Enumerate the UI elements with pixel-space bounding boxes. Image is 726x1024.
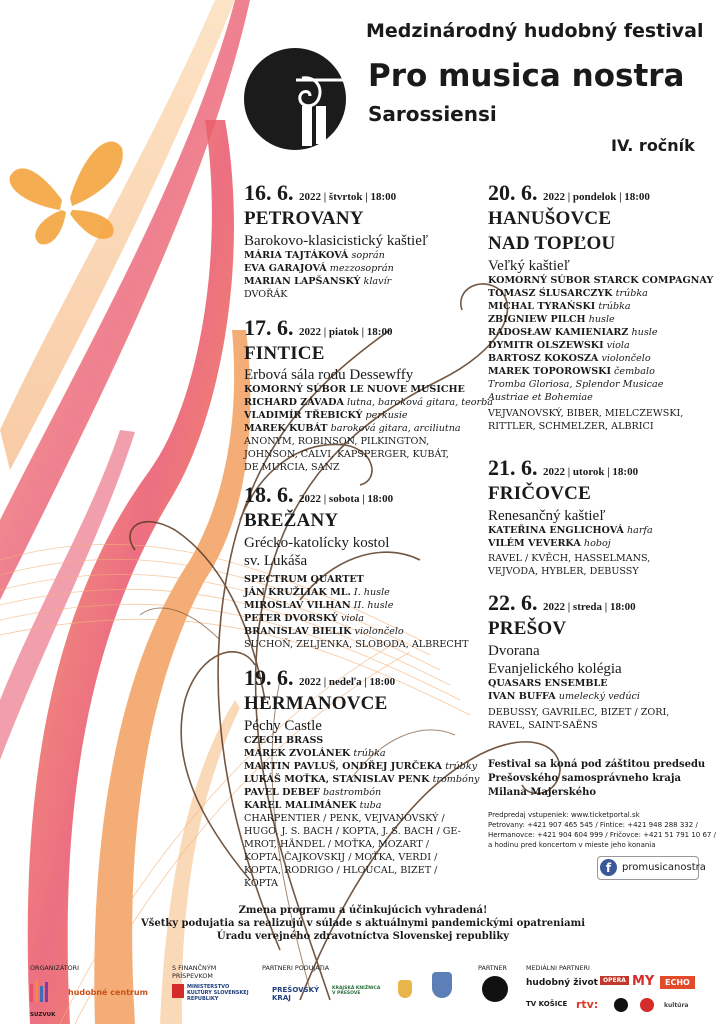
event-place: FINTICE xyxy=(244,343,325,364)
event-brezany xyxy=(244,482,484,651)
performer: MIROSLAV VILHAN II. husle xyxy=(244,600,394,611)
partner-shield-icon xyxy=(482,976,508,1002)
event-place: HANUŠOVCE xyxy=(488,208,612,229)
performer: KOMORNÝ SÚBOR STARCK COMPAGNAY xyxy=(488,275,714,286)
ticket-line: Hermanovce: +421 904 604 999 / Fričovce: +421 51 791 10 67 / xyxy=(488,831,716,839)
notice-line: Úradu verejného zdravotníctva Slovenskej republiky xyxy=(216,931,510,942)
performer: MICHAL TYRAŃSKI trúbka xyxy=(488,301,631,312)
event-repertoire: ANONYM, ROBINSON, PILKINGTON, JOHNSON, CALVI, KAPSPERGER, KUBÁT, DE MURCIA, SANZ xyxy=(244,436,449,473)
performer: MARTIN PAVLUŠ, ONDŘEJ JURČEKA trúbky xyxy=(244,761,478,772)
ticket-info xyxy=(488,810,720,850)
suzvuk-logo xyxy=(30,980,52,1006)
festival-title: Pro musica nostra xyxy=(368,58,685,94)
performer: KOMORNÝ SÚBOR LE NUOVE MUSICHE xyxy=(244,384,465,395)
psk-logo: PREŠOVSKÝ KRAJ xyxy=(272,986,320,1002)
opera-logo: OPERA xyxy=(600,976,629,985)
facebook-link[interactable] xyxy=(597,856,706,880)
event-place: FRIČOVCE xyxy=(488,483,591,504)
event-venue: Dvorana xyxy=(488,643,540,659)
event-repertoire: VEJVANOVSKÝ, BIBER, MIELCZEWSKI, RITTLER, SCHMELZER, ALBRICI xyxy=(488,408,684,432)
event-presov xyxy=(488,590,718,732)
event-date: 21. 6. xyxy=(488,455,538,480)
event-place: HERMANOVCE xyxy=(244,693,388,714)
suzvuk-text: SUZVUK xyxy=(30,1012,56,1018)
ticket-line: a hodinu pred koncertom v mieste jeho konania xyxy=(488,841,656,849)
media-label: MEDIÁLNI PARTNERI xyxy=(526,964,590,972)
bottom-notice xyxy=(0,904,726,943)
performer: VILÉM VEVERKA hoboj xyxy=(488,538,611,549)
event-venue: Grécko-katolícky kostol xyxy=(244,535,390,551)
media-badge-icon xyxy=(640,998,654,1012)
festival-subtitle: Sarossiensi xyxy=(368,102,497,126)
event-repertoire: DVOŘÁK xyxy=(244,289,288,300)
performer: KATEŘINA ENGLICHOVÁ harfa xyxy=(488,525,653,536)
performer: JÁN KRUŽLIAK ML. I. husle xyxy=(244,587,390,598)
event-date: 16. 6. xyxy=(244,180,294,205)
partners-label: PARTNERI PODUJATIA xyxy=(262,964,330,972)
event-venue-line2: sv. Lukáša xyxy=(244,553,308,569)
event-date: 20. 6. xyxy=(488,180,538,205)
municipality-crest-icon xyxy=(432,972,452,998)
event-venue-line2: Evanjelického kolégia xyxy=(488,661,622,677)
facebook-handle: promusicanostra xyxy=(622,862,706,873)
event-venue: Veľký kaštieľ xyxy=(488,258,570,274)
event-fricovce xyxy=(488,455,718,578)
ionic-column-icon xyxy=(244,48,346,150)
event-date: 18. 6. xyxy=(244,482,294,507)
event-meta: 2022 | pondelok | 18:00 xyxy=(543,191,650,203)
performer: TOMASZ ŚLUSARCZYK trúbka xyxy=(488,288,648,299)
financial-label: S FINANČNÝM PRÍSPEVKOM xyxy=(172,964,217,980)
notice-line: Všetky podujatia sa realizujú v súlade s aktuálnymi pandemickými opatreniami xyxy=(140,918,586,929)
event-meta: 2022 | štvrtok | 18:00 xyxy=(299,191,397,203)
performer: MAREK KUBÁT baroková gitara, arciliutna xyxy=(244,423,461,434)
performer: LUKÁŠ MOŤKA, STANISLAV PENK trombóny xyxy=(244,774,480,785)
event-repertoire: SUCHOŇ, ZELJENKA, SLOBODA, ALBRECHT xyxy=(244,639,469,650)
performer: SPECTRUM QUARTET xyxy=(244,574,364,585)
performer: EVA GARAJOVÁ mezzosoprán xyxy=(244,263,394,274)
event-meta: 2022 | piatok | 18:00 xyxy=(299,326,393,338)
performer: BARTOSZ KOKOSZA violončelo xyxy=(488,353,651,364)
event-petrovany xyxy=(244,180,484,301)
tv-kosice-logo: TV KOŠICE xyxy=(526,1000,568,1008)
event-meta: 2022 | utorok | 18:00 xyxy=(543,466,639,478)
performer: ZBIGNIEW PILCH husle xyxy=(488,314,615,325)
performer: PAVEL DEBEF bastrombón xyxy=(244,787,382,798)
event-hermanovce xyxy=(244,665,484,890)
event-hanusovce xyxy=(488,180,718,433)
performer: RADOSŁAW KAMIENIARZ husle xyxy=(488,327,658,338)
patronage-note: Festival sa koná pod záštitou predsedu Prešovského samosprávneho kraja Milana Majerského xyxy=(488,759,706,798)
event-venue: Péchy Castle xyxy=(244,718,322,734)
event-place-line2: NAD TOPĽOU xyxy=(488,233,616,254)
event-meta: 2022 | streda | 18:00 xyxy=(543,601,636,613)
festival-logo xyxy=(244,48,346,150)
event-fintice xyxy=(244,315,494,474)
event-venue: Erbová sála rodu Dessewffy xyxy=(244,367,414,383)
event-place: BREŽANY xyxy=(244,510,339,531)
my-logo: MY xyxy=(632,974,655,989)
event-date: 17. 6. xyxy=(244,315,294,340)
ticket-line: Petrovany: +421 907 465 545 / Fintice: +421 948 288 332 / xyxy=(488,821,698,829)
sponsors-bar: ORGANIZÁTORI S FINANČNÝM PRÍSPEVKOM PARTNERI PODUJATIA PARTNER MEDIÁLNI PARTNERI SUZVUK hudobné centrum MINISTERSTVO KULTÚRY SLOVENSKEJ REPUBLIKY PREŠOVSKÝ KRAJ KRAJSKÁ KNIŽNICA V PREŠOVE hudobný život OPERA MY ECHO TV KOŠICE rtv: kultúra xyxy=(0,960,726,1024)
event-repertoire: DEBUSSY, GAVRILEC, BIZET / ZORI, RAVEL, SAINT-SAËNS xyxy=(488,707,670,731)
kultura-logo: kultúra xyxy=(664,1002,689,1009)
performer: MAREK ZVOLÁNEK trúbka xyxy=(244,748,386,759)
event-program-note: Tromba Gloriosa, Splendor Musicae Austriae et Bohemiae xyxy=(488,379,664,403)
performer: DYMITR OLSZEWSKI viola xyxy=(488,340,630,351)
performer: QUASARS ENSEMBLE xyxy=(488,678,608,689)
event-date: 19. 6. xyxy=(244,665,294,690)
event-repertoire: CHARPENTIER / PENK, VEJVANOVSKÝ / HUGO, J. S. BACH / KOPTA, J. S. BACH / GE-MROT, HÄNDEL / MOŤKA, MOZART / KOPTA, ČAJKOVSKIJ / MOŤKA, VERDI / KOPTA, RODRIGO / HLOUCAL, BIZET / KOPTA xyxy=(244,813,461,889)
performer: KAREL MALIMÁNEK tuba xyxy=(244,800,382,811)
event-venue: Renesančný kaštieľ xyxy=(488,508,606,524)
organizers-label: ORGANIZÁTORI xyxy=(30,964,79,972)
performer: RICHARD ZÁVADA lutna, baroková gitara, teorba xyxy=(244,397,494,408)
festival-type: Medzinárodný hudobný festival xyxy=(366,20,704,42)
notice-line: Zmena programu a účinkujúcich vyhradená! xyxy=(238,905,488,916)
event-meta: 2022 | sobota | 18:00 xyxy=(299,493,394,505)
event-place: PREŠOV xyxy=(488,618,567,639)
event-meta: 2022 | nedeľa | 18:00 xyxy=(299,676,396,688)
event-venue: Barokovo-klasicistický kaštieľ xyxy=(244,233,428,249)
sarosiensi-crest-icon xyxy=(398,980,412,998)
partner-label: PARTNER xyxy=(478,964,507,972)
facebook-icon: f xyxy=(600,859,617,876)
butterfly-icon xyxy=(10,141,123,244)
performer: MÁRIA TAJTÁKOVÁ soprán xyxy=(244,250,385,261)
performer: IVAN BUFFA umelecký vedúci xyxy=(488,691,640,702)
performer: VLADIMÍR TŘEBICKÝ perkusie xyxy=(244,410,408,421)
event-place: PETROVANY xyxy=(244,208,364,229)
event-date: 22. 6. xyxy=(488,590,538,615)
event-repertoire: RAVEL / KVĚCH, HASSELMANS, VEJVODA, HYBLER, DEBUSSY xyxy=(488,553,651,577)
performer: PETER DVORSKÝ viola xyxy=(244,613,365,624)
radio-icon xyxy=(614,998,628,1012)
ticket-line: Predpredaj vstupeniek: www.ticketportal.sk xyxy=(488,811,640,819)
performer: BRANISLAV BIELIK violončelo xyxy=(244,626,404,637)
festival-edition: IV. ročník xyxy=(611,136,695,155)
hudobne-centrum-logo: hudobné centrum xyxy=(68,988,148,997)
kniznica-logo: KRAJSKÁ KNIŽNICA V PREŠOVE xyxy=(332,986,381,996)
performer: MAREK TOPOROWSKI čembalo xyxy=(488,366,655,377)
hudobny-zivot-logo: hudobný život xyxy=(526,978,598,988)
echo-logo: ECHO xyxy=(660,976,695,989)
rtvs-logo: rtv: xyxy=(576,998,599,1011)
performer: MARIAN LAPŠANSKÝ klavír xyxy=(244,276,392,287)
performer: CZECH BRASS xyxy=(244,735,324,746)
